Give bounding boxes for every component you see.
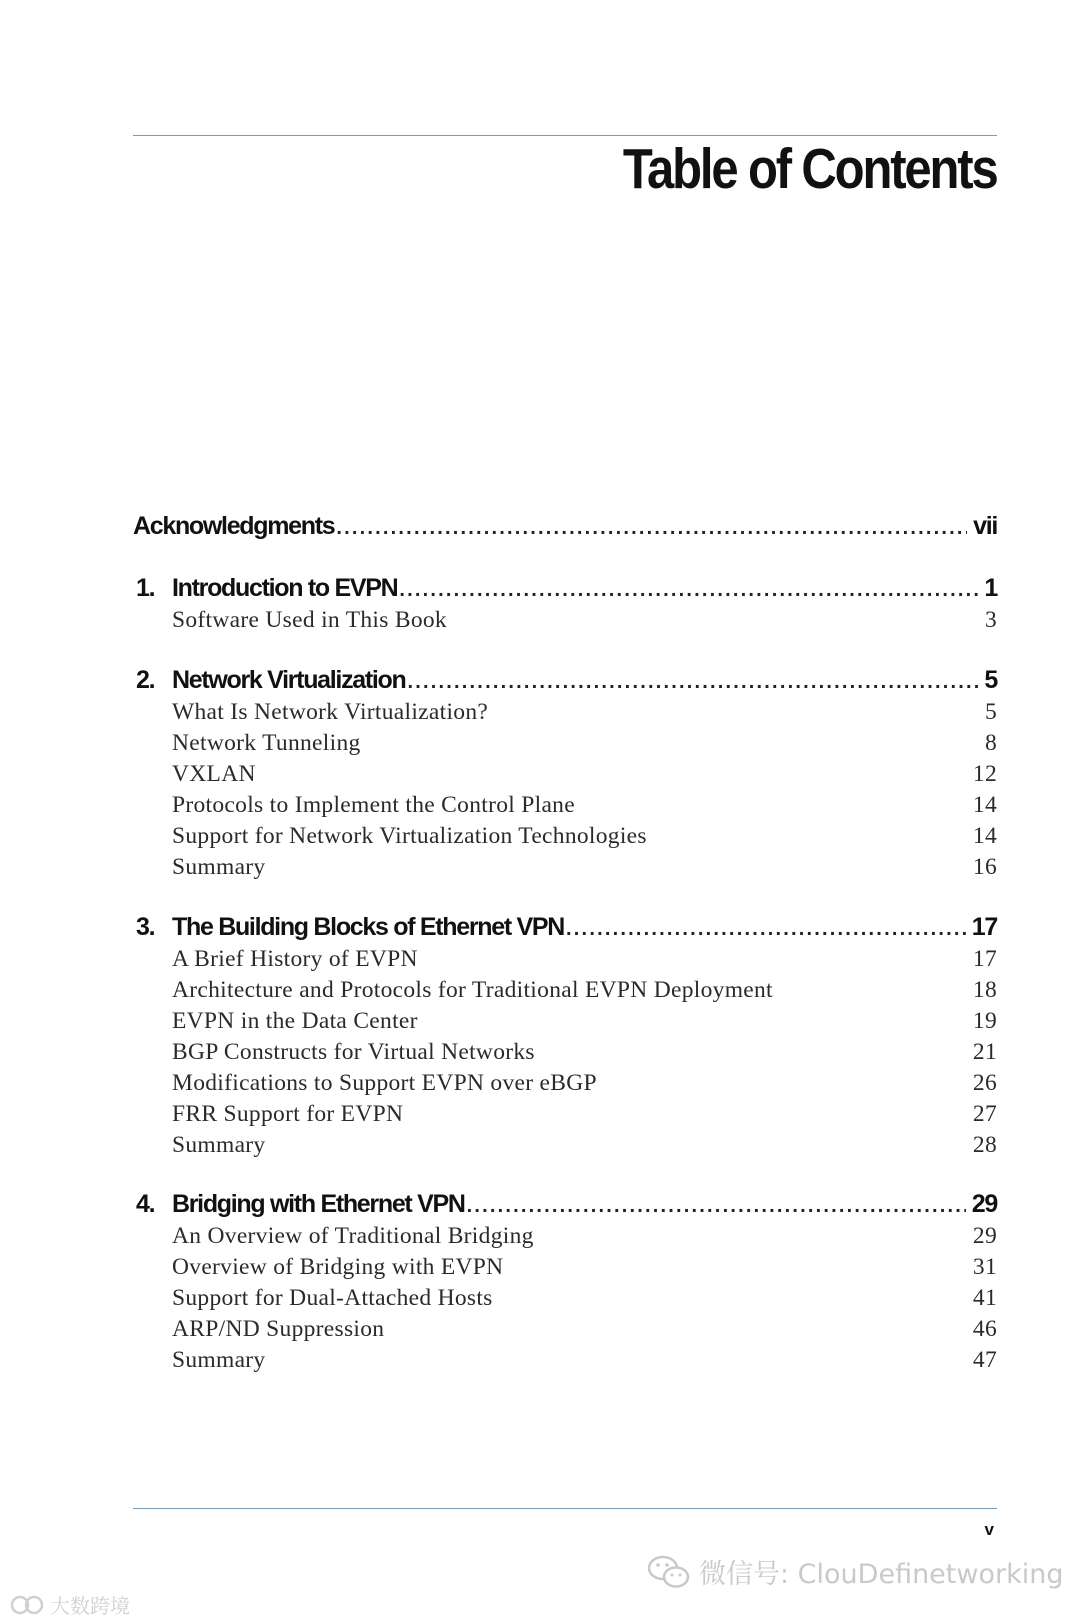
dot-leader — [408, 671, 979, 694]
chapter-number: 3. — [136, 913, 155, 941]
toc-section[interactable] — [172, 1039, 997, 1066]
section-page: 46 — [972, 1316, 997, 1342]
chapter-number: 4. — [136, 1190, 155, 1218]
toc-section[interactable] — [172, 1101, 997, 1128]
section-title: ARP/ND Suppression — [172, 1316, 385, 1342]
section-title: Summary — [172, 1132, 266, 1158]
section-title: VXLAN — [172, 761, 256, 787]
dot-leader — [467, 1195, 966, 1218]
section-page: 18 — [972, 977, 997, 1003]
chapter-title: The Building Blocks of Ethernet VPN — [172, 913, 565, 941]
section-page: 31 — [972, 1254, 997, 1280]
watermark — [645, 1552, 1063, 1591]
toc-chapter-2[interactable] — [136, 666, 997, 695]
section-page: 27 — [972, 1101, 997, 1127]
section-title: BGP Constructs for Virtual Networks — [172, 1039, 535, 1065]
section-title: Support for Dual-Attached Hosts — [172, 1285, 493, 1311]
toc-entry-label: Acknowledgments — [133, 512, 335, 540]
dot-leader — [399, 579, 978, 602]
section-page: 47 — [972, 1347, 997, 1373]
toc-section[interactable] — [172, 977, 997, 1004]
chapter-title: Bridging with Ethernet VPN — [172, 1190, 465, 1218]
toc-section[interactable] — [172, 730, 997, 757]
toc-chapter-1[interactable] — [136, 574, 997, 603]
toc-section[interactable] — [172, 1347, 997, 1374]
section-title: Architecture and Protocols for Traditional EVPN Deployment — [172, 977, 773, 1003]
page-number: v — [984, 1520, 994, 1539]
toc-section[interactable] — [172, 1132, 997, 1159]
section-page: 14 — [972, 823, 997, 849]
chapter-title: Network Virtualization — [172, 666, 406, 694]
section-page: 41 — [972, 1285, 997, 1311]
section-title: A Brief History of EVPN — [172, 946, 418, 972]
toc-section[interactable] — [172, 792, 997, 819]
toc-section[interactable] — [172, 1223, 997, 1250]
section-title: Network Tunneling — [172, 730, 361, 756]
dot-leader — [336, 517, 967, 540]
section-title: Modifications to Support EVPN over eBGP — [172, 1070, 597, 1096]
section-title: Overview of Bridging with EVPN — [172, 1254, 504, 1280]
section-page: 17 — [972, 946, 997, 972]
section-title: Support for Network Virtualization Technologies — [172, 823, 647, 849]
section-page: 29 — [972, 1223, 997, 1249]
toc-section[interactable] — [172, 946, 997, 973]
toc-chapter-4[interactable] — [136, 1190, 997, 1219]
section-page: 3 — [984, 607, 997, 633]
section-title: Protocols to Implement the Control Plane — [172, 792, 575, 818]
section-page: 14 — [972, 792, 997, 818]
watermark-text: 微信号: ClouDefinetworking — [699, 1559, 1064, 1590]
section-title: Summary — [172, 854, 266, 880]
toc-section[interactable] — [172, 1254, 997, 1281]
toc-section[interactable] — [172, 607, 997, 634]
section-title: FRR Support for EVPN — [172, 1101, 404, 1127]
section-page: 28 — [972, 1132, 997, 1158]
section-page: 8 — [984, 730, 997, 756]
toc-section[interactable] — [172, 1008, 997, 1035]
section-title: EVPN in the Data Center — [172, 1008, 418, 1034]
chapter-page: 1 — [984, 574, 997, 602]
section-title: Software Used in This Book — [172, 607, 447, 633]
section-title: Summary — [172, 1347, 266, 1373]
dot-leader — [566, 918, 966, 941]
toc-chapter-3[interactable] — [136, 913, 997, 942]
section-page: 12 — [972, 761, 997, 787]
chapter-page: 17 — [971, 913, 997, 941]
section-page: 21 — [972, 1039, 997, 1065]
chapter-number: 1. — [136, 574, 155, 602]
section-page: 26 — [972, 1070, 997, 1096]
chapter-page: 29 — [971, 1190, 997, 1218]
toc-entry-acknowledgments[interactable] — [133, 512, 997, 541]
chapter-number: 2. — [136, 666, 155, 694]
chapter-title: Introduction to EVPN — [172, 574, 398, 602]
wechat-icon — [645, 1554, 693, 1590]
section-page: 16 — [972, 854, 997, 880]
toc-section[interactable] — [172, 1316, 997, 1343]
toc-section[interactable] — [172, 1070, 997, 1097]
page-title: Table of Contents — [623, 137, 997, 201]
corner-logo — [10, 1590, 130, 1619]
toc-entry-page: vii — [973, 512, 997, 540]
section-title: An Overview of Traditional Bridging — [172, 1223, 534, 1249]
toc-section[interactable] — [172, 699, 997, 726]
section-page: 5 — [984, 699, 997, 725]
corner-logo-text: 大数跨境 — [50, 1594, 130, 1618]
toc-section[interactable] — [172, 761, 997, 788]
chapter-page: 5 — [984, 666, 997, 694]
section-page: 19 — [972, 1008, 997, 1034]
toc-section[interactable] — [172, 854, 997, 881]
toc-section[interactable] — [172, 823, 997, 850]
section-title: What Is Network Virtualization? — [172, 699, 489, 725]
toc-section[interactable] — [172, 1285, 997, 1312]
logo-icon — [10, 1593, 46, 1617]
bottom-rule — [133, 1508, 997, 1509]
